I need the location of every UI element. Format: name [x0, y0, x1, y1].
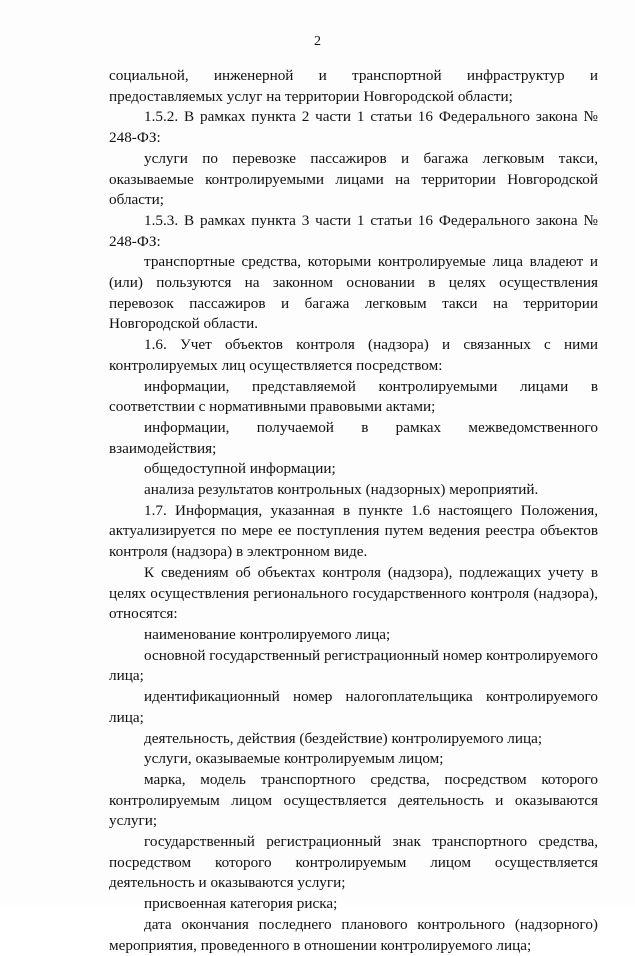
paragraph: присвоенная категория риска; [144, 895, 338, 913]
paragraph: марка, модель транспортного средства, посредством которого контролируемым лицом осуществляется деятельность и оказываются услуги; [109, 770, 598, 830]
paragraph: 1.5.3. В рамках пункта 3 части 1 статьи 16 Федерального закона № 248-ФЗ: [109, 211, 598, 250]
paragraph: 1.5.2. В рамках пункта 2 части 1 статьи 16 Федерального закона № 248-ФЗ: [109, 108, 598, 147]
paragraph: наименование контролируемого лица; [144, 625, 391, 643]
paragraph: транспортные средства, которыми контролируемые лица владеют и (или) пользуются на законном основании в целях осуществления перевозок пассажиров и багажа легковым такси на территории Новгородской области. [109, 253, 598, 333]
paragraph: государственный регистрационный знак транспортного средства, посредством которого контролируемым лицом осуществляется деятельность и оказываются услуги; [109, 833, 598, 892]
paragraph: 1.6. Учет объектов контроля (надзора) и связанных с ними контролируемых лиц осуществляется посредством: [109, 336, 598, 374]
paragraph: К сведениям об объектах контроля (надзора), подлежащих учету в целях осуществления регионального государственного контроля (надзора), относятся: [109, 563, 598, 623]
paragraph: общедоступной информации; [144, 460, 336, 478]
paragraph: информации, представляемой контролируемыми лицами в соответствии с нормативными правовыми актами; [109, 377, 598, 416]
paragraph: информации, получаемой в рамках межведомственного взаимодействия; [109, 418, 598, 457]
paragraph: дата окончания последнего планового контрольного (надзорного) мероприятия, проведенного в отношении контролируемого лица; [109, 915, 598, 954]
paragraph: деятельность, действия (бездействие) контролируемого лица; [144, 729, 543, 747]
paragraph: идентификационный номер налогоплательщика контролируемого лица; [109, 688, 598, 726]
paragraph: услуги, оказываемые контролируемым лицом; [144, 750, 444, 768]
document-body [109, 66, 598, 956]
paragraph: социальной, инженерной и транспортной инфраструктур и предоставляемых услуг на территории Новгородской области; [109, 67, 598, 105]
paragraph: анализа результатов контрольных (надзорных) мероприятий. [144, 481, 539, 499]
paragraph: основной государственный регистрационный номер контролируемого лица; [109, 646, 598, 685]
page-number: 2 [314, 34, 321, 49]
paragraph: 1.7. Информация, указанная в пункте 1.6 настоящего Положения, актуализируется по мере ее поступления путем ведения реестра объектов контроля (надзора) в электронном виде. [109, 501, 598, 561]
paragraph: услуги по перевозке пассажиров и багажа легковым такси, оказываемые контролируемыми лицами на территории Новгородской области; [109, 149, 598, 209]
